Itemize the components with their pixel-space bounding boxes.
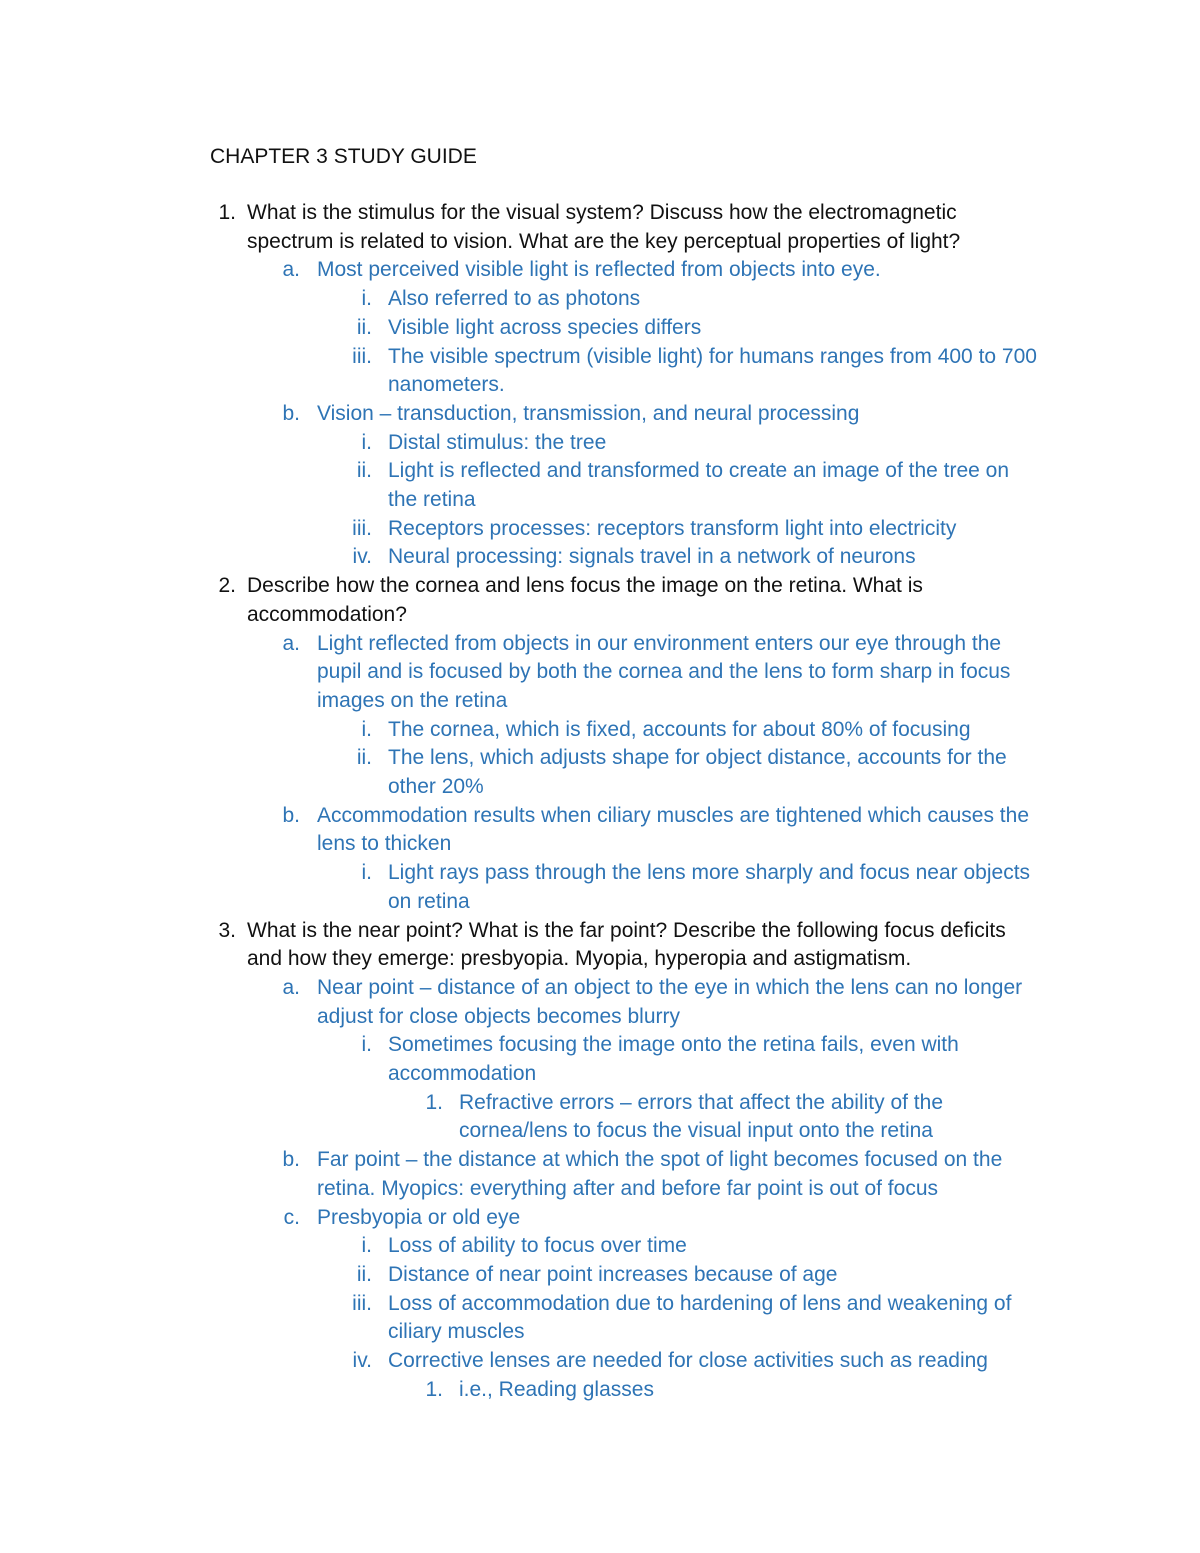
list-item-text: Vision – transduction, transmission, and neural processing <box>317 401 860 425</box>
list-item-text: adjust for close objects becomes blurry <box>317 1004 680 1028</box>
list-item-text: retina. Myopics: everything after and before far point is out of focus <box>317 1176 938 1200</box>
list-marker: iii. <box>352 344 372 368</box>
list-item-text: What is the near point? What is the far point? Describe the following focus deficits <box>247 918 1006 942</box>
list-item-text: Neural processing: signals travel in a network of neurons <box>388 545 916 569</box>
list-item-text: Refractive errors – errors that affect the ability of the <box>459 1090 943 1114</box>
list-item-text: spectrum is related to vision. What are the key perceptual properties of light? <box>247 229 961 253</box>
list-item-text: Describe how the cornea and lens focus the image on the retina. What is <box>247 574 923 598</box>
list-marker: a. <box>282 631 300 655</box>
list-item-text: accommodation <box>388 1062 537 1085</box>
list-item-text: images on the retina <box>317 688 508 712</box>
list-marker: b. <box>282 803 300 827</box>
list-item-text: pupil and is focused by both the cornea and the lens to form sharp in focus <box>317 660 1011 684</box>
list-item-text: The lens, which adjusts shape for object distance, accounts for the <box>388 746 1007 770</box>
list-item-text: i.e., Reading glasses <box>459 1377 654 1401</box>
list-item-text: Light is reflected and transformed to create an image of the tree on <box>388 459 1010 483</box>
list-item-text: Sometimes focusing the image onto the retina fails, even with <box>388 1033 959 1057</box>
list-item-text: Light rays pass through the lens more sharply and focus near objects <box>388 861 1031 885</box>
list-marker: i. <box>361 430 372 454</box>
list-item-text: Far point – the distance at which the spot of light becomes focused on the <box>317 1148 1003 1172</box>
list-marker: ii. <box>356 1262 372 1286</box>
list-marker: i. <box>361 717 372 741</box>
list-marker: a. <box>282 975 300 999</box>
list-marker: 1. <box>425 1090 443 1114</box>
list-item-text: Corrective lenses are needed for close activities such as reading <box>388 1349 988 1372</box>
list-item-text: the retina <box>388 488 476 511</box>
list-marker: ii. <box>356 315 372 339</box>
list-item-text: What is the stimulus for the visual system? Discuss how the electromagnetic <box>247 201 957 224</box>
list-item-text: Receptors processes: receptors transform light into electricity <box>388 516 957 540</box>
list-marker: ii. <box>356 459 372 483</box>
list-item-text: Accommodation results when ciliary muscles are tightened which causes the <box>317 803 1030 827</box>
list-marker: b. <box>282 1148 300 1172</box>
list-item-text: other 20% <box>388 775 484 798</box>
list-marker: c. <box>283 1205 300 1229</box>
list-item-text: Distance of near point increases because of age <box>388 1262 838 1286</box>
list-marker: b. <box>282 401 300 425</box>
list-marker: 2. <box>218 574 236 598</box>
list-item-text: Near point – distance of an object to the eye in which the lens can no longer <box>317 975 1023 999</box>
list-item-text: Loss of accommodation due to hardening of lens and weakening of <box>388 1291 1012 1315</box>
list-item-text: Loss of ability to focus over time <box>388 1234 687 1258</box>
page-title: CHAPTER 3 STUDY GUIDE <box>210 145 477 168</box>
list-marker: iv. <box>352 545 372 569</box>
list-item-text: The cornea, which is fixed, accounts for about 80% of focusing <box>388 717 971 741</box>
list-marker: i. <box>361 861 372 885</box>
list-item-text: Visible light across species differs <box>388 315 702 339</box>
list-item-text: The visible spectrum (visible light) for humans ranges from 400 to 700 <box>388 344 1037 368</box>
list-marker: i. <box>361 1033 372 1057</box>
list-item-text: nanometers. <box>388 373 505 397</box>
list-item-text: cornea/lens to focus the visual input onto the retina <box>459 1119 933 1143</box>
list-item-text: ciliary muscles <box>388 1320 525 1344</box>
list-marker: i. <box>361 287 372 311</box>
list-marker: a. <box>282 258 300 282</box>
list-item-text: on retina <box>388 889 470 913</box>
list-marker: 3. <box>218 918 236 942</box>
list-item-text: Distal stimulus: the tree <box>388 430 607 454</box>
list-item-text: Most perceived visible light is reflected from objects into eye. <box>317 258 881 282</box>
list-marker: 1. <box>425 1377 443 1401</box>
list-item-text: accommodation? <box>247 602 407 626</box>
list-item-text: lens to thicken <box>317 832 452 856</box>
list-item-text: Presbyopia or old eye <box>317 1205 521 1229</box>
list-marker: iii. <box>352 1291 372 1315</box>
list-marker: 1. <box>218 201 236 224</box>
list-item-text: Light reflected from objects in our environment enters our eye through the <box>317 631 1002 655</box>
list-marker: iii. <box>352 516 372 540</box>
list-item-text: Also referred to as photons <box>388 287 641 311</box>
list-marker: i. <box>361 1234 372 1258</box>
list-item-text: and how they emerge: presbyopia. Myopia, hyperopia and astigmatism. <box>247 947 912 971</box>
list-marker: iv. <box>352 1349 372 1372</box>
list-marker: ii. <box>356 746 372 770</box>
